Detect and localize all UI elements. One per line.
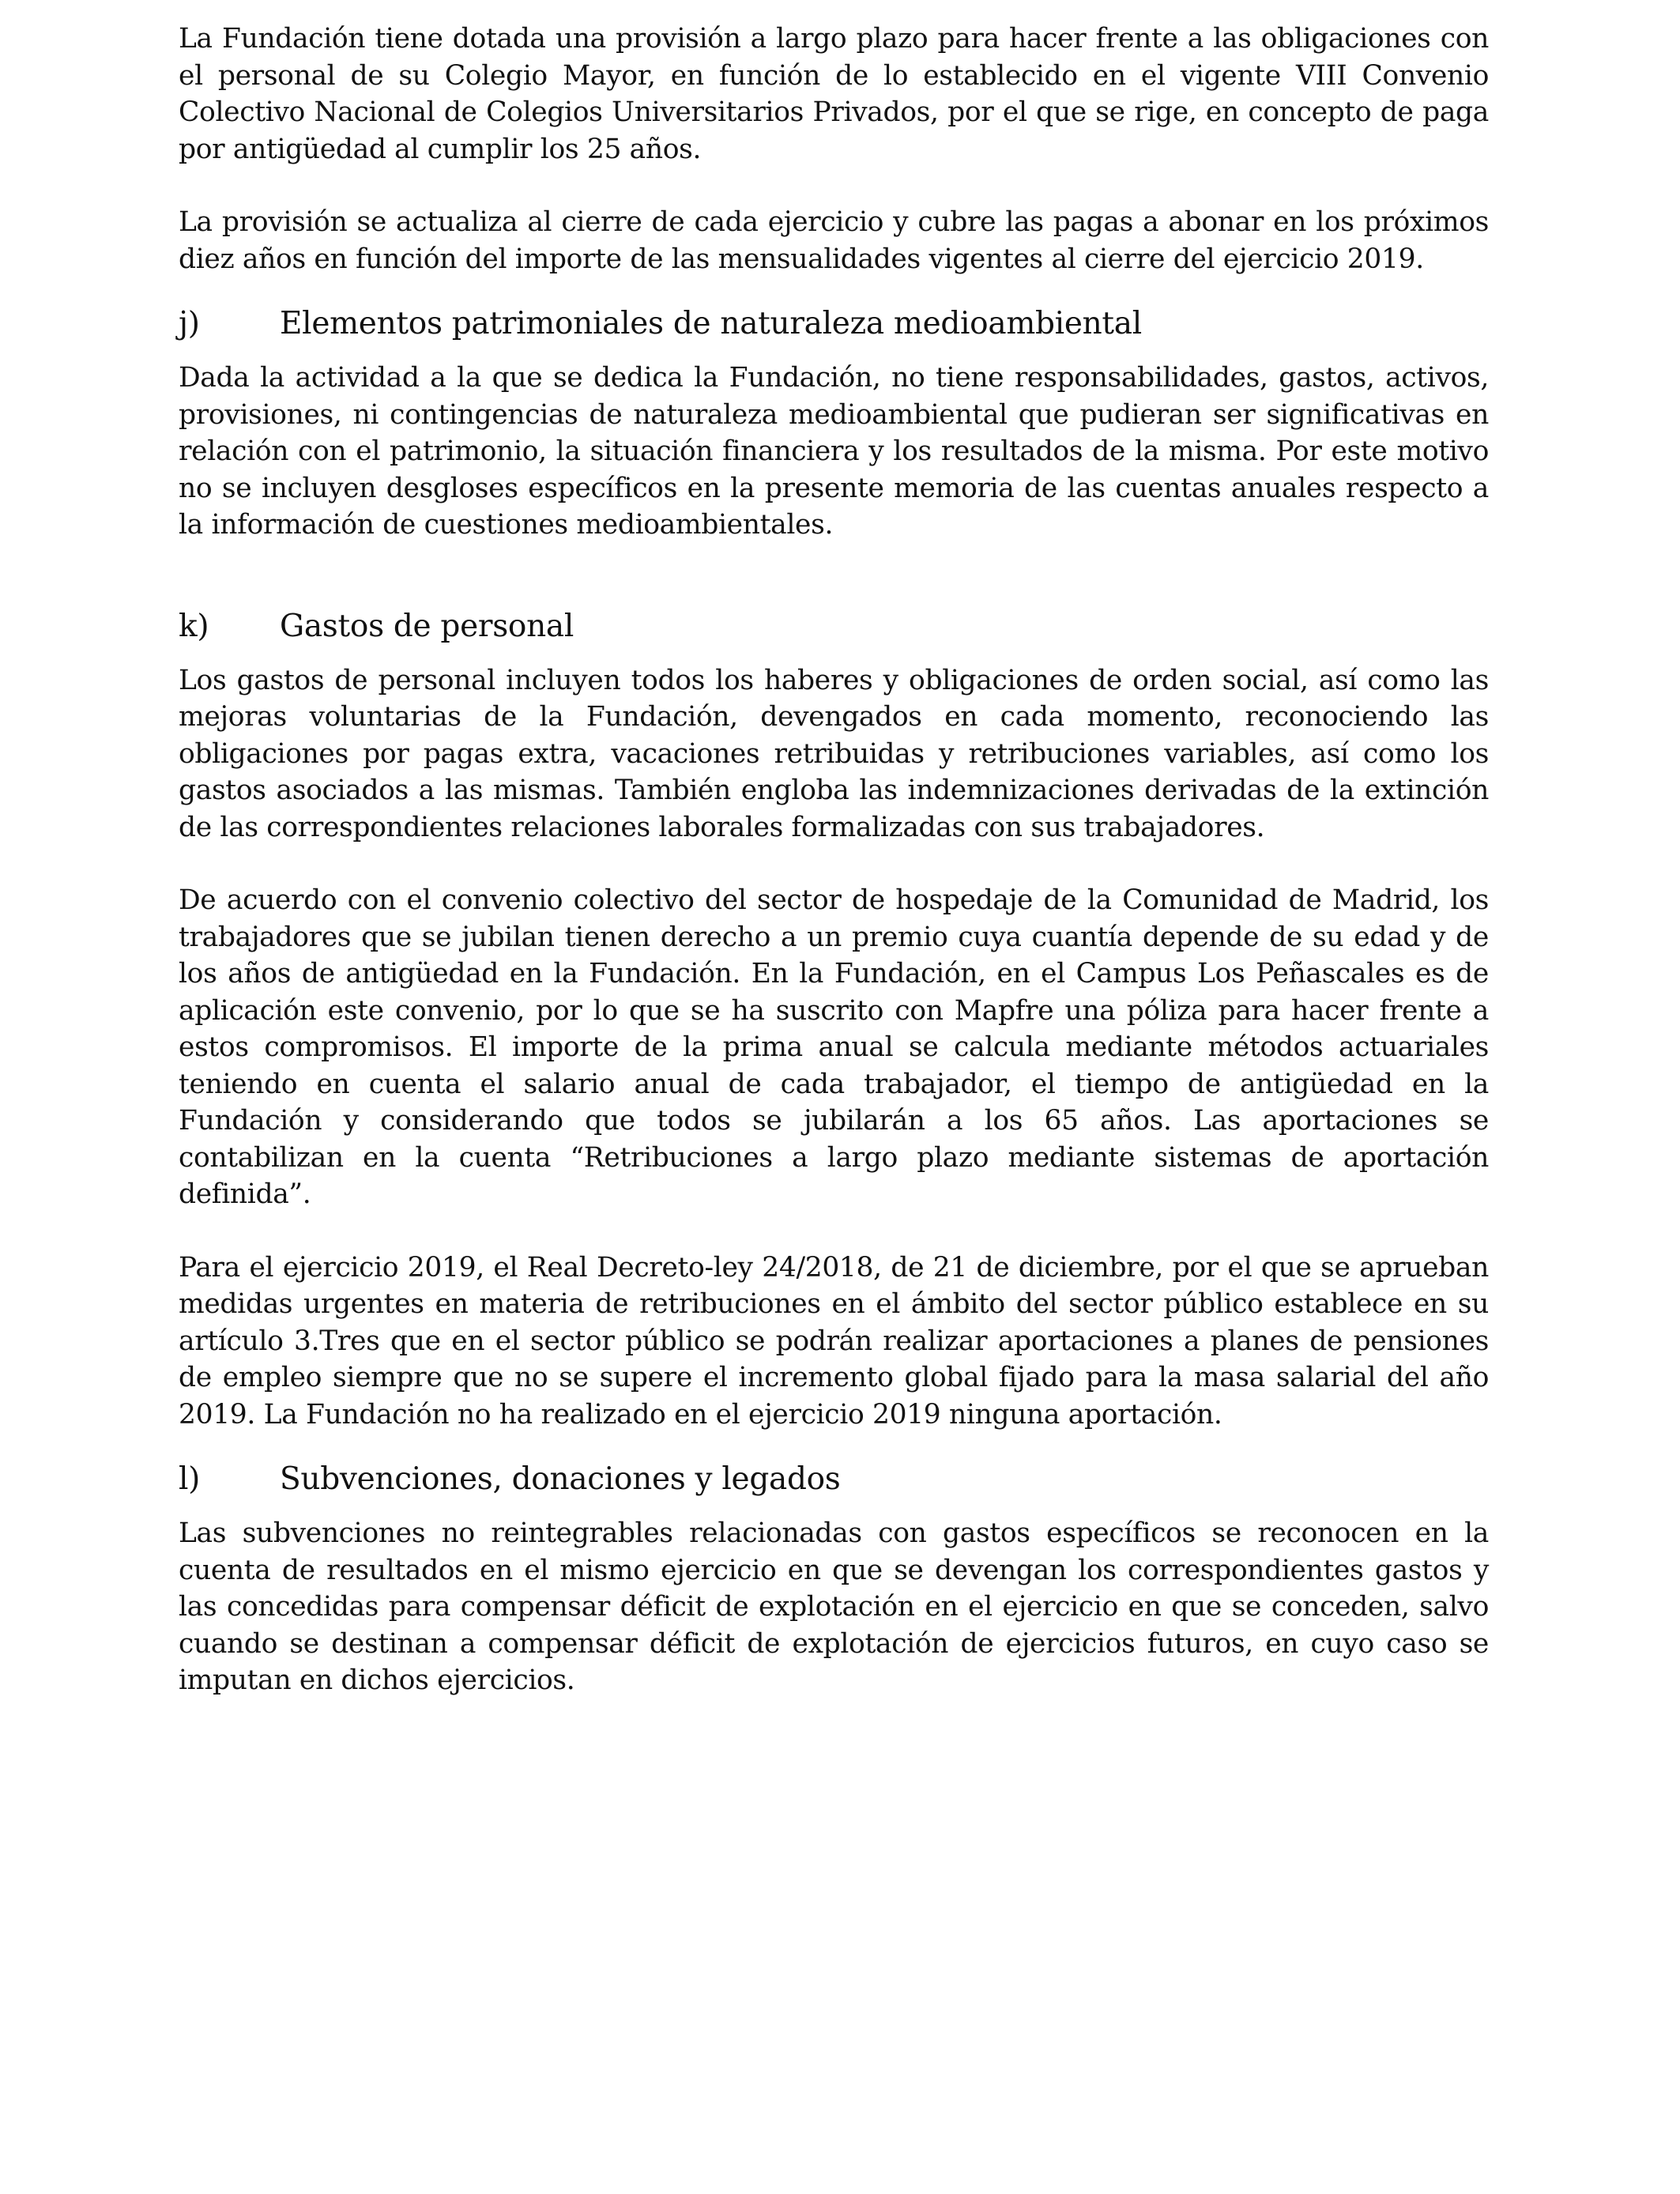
section-l-paragraph-1: Las subvenciones no reintegrables relacionadas con gastos específicos se reconocen en la cuenta de resultados en el mismo ejercicio en que se devengan los correspondientes gastos y las concedidas para compensar déficit de explotación en el ejercicio en que se conceden, salvo cuando se destinan a compensar déficit de explotación de ejercicios futuros, en cuyo caso se imputan en dichos ejercicios. (179, 1517, 1489, 1696)
intro-paragraph-1: La Fundación tiene dotada una provisión a largo plazo para hacer frente a las obligaciones con el personal de su Colegio Mayor, en función de lo establecido en el vigente VIII Convenio Colectivo Nacional de Colegios Universitarios Privados, por el que se rige, en concepto de paga por antigüedad al cumplir los 25 años. (179, 23, 1489, 165)
section-heading-l (179, 1460, 1489, 1499)
section-letter: j) (179, 306, 200, 341)
section-j-paragraph-1: Dada la actividad a la que se dedica la Fundación, no tiene responsabilidades, gastos, activos, provisiones, ni contingencias de naturaleza medioambiental que pudieran ser significativas en relación con el patrimonio, la situación financiera y los resultados de la misma. Por este motivo no se incluyen desgloses específicos en la presente memoria de las cuentas anuales respecto a la información de cuestiones medioambientales. (179, 362, 1489, 541)
section-k-paragraph-2: De acuerdo con el convenio colectivo del sector de hospedaje de la Comunidad de Madrid, los trabajadores que se jubilan tienen derecho a un premio cuya cuantía depende de su edad y de los años de antigüedad en la Fundación. En la Fundación, en el Campus Los Peñascales es de aplicación este convenio, por lo que se ha suscrito con Mapfre una póliza para hacer frente a estos compromisos. El importe de la prima anual se calcula mediante métodos actuariales teniendo en cuenta el salario anual de cada trabajador, el tiempo de antigüedad en la Fundación y considerando que todos se jubilarán a los 65 años. Las aportaciones se contabilizan en la cuenta “Retribuciones a largo plazo mediante sistemas de aportación definida”. (179, 884, 1489, 1210)
section-letter: l) (179, 1461, 201, 1497)
section-title: Gastos de personal (280, 608, 574, 644)
section-heading-j (179, 304, 1489, 344)
section-letter: k) (179, 608, 209, 644)
section-k-paragraph-1: Los gastos de personal incluyen todos los haberes y obligaciones de orden social, así como las mejoras voluntarias de la Fundación, devengados en cada momento, reconociendo las obligaciones por pagas extra, vacaciones retribuidas y retribuciones variables, así como los gastos asociados a las mismas. También engloba las indemnizaciones derivadas de la extinción de las correspondientes relaciones laborales formalizadas con sus trabajadores. (179, 664, 1489, 843)
section-k-paragraph-3: Para el ejercicio 2019, el Real Decreto-ley 24/2018, de 21 de diciembre, por el que se aprueban medidas urgentes en materia de retribuciones en el ámbito del sector público establece en su artículo 3.Tres que en el sector público se podrán realizar aportaciones a planes de pensiones de empleo siempre que no se supere el incremento global fijado para la masa salarial del año 2019. La Fundación no ha realizado en el ejercicio 2019 ninguna aportación. (179, 1251, 1489, 1431)
section-title: Subvenciones, donaciones y legados (280, 1461, 841, 1497)
intro-paragraph-2: La provisión se actualiza al cierre de cada ejercicio y cubre las pagas a abonar en los próximos diez años en función del importe de las mensualidades vigentes al cierre del ejercicio 2019. (179, 206, 1489, 275)
page-content (179, 21, 1489, 1699)
section-title: Elementos patrimoniales de naturaleza medioambiental (280, 306, 1142, 341)
section-heading-k (179, 607, 1489, 647)
